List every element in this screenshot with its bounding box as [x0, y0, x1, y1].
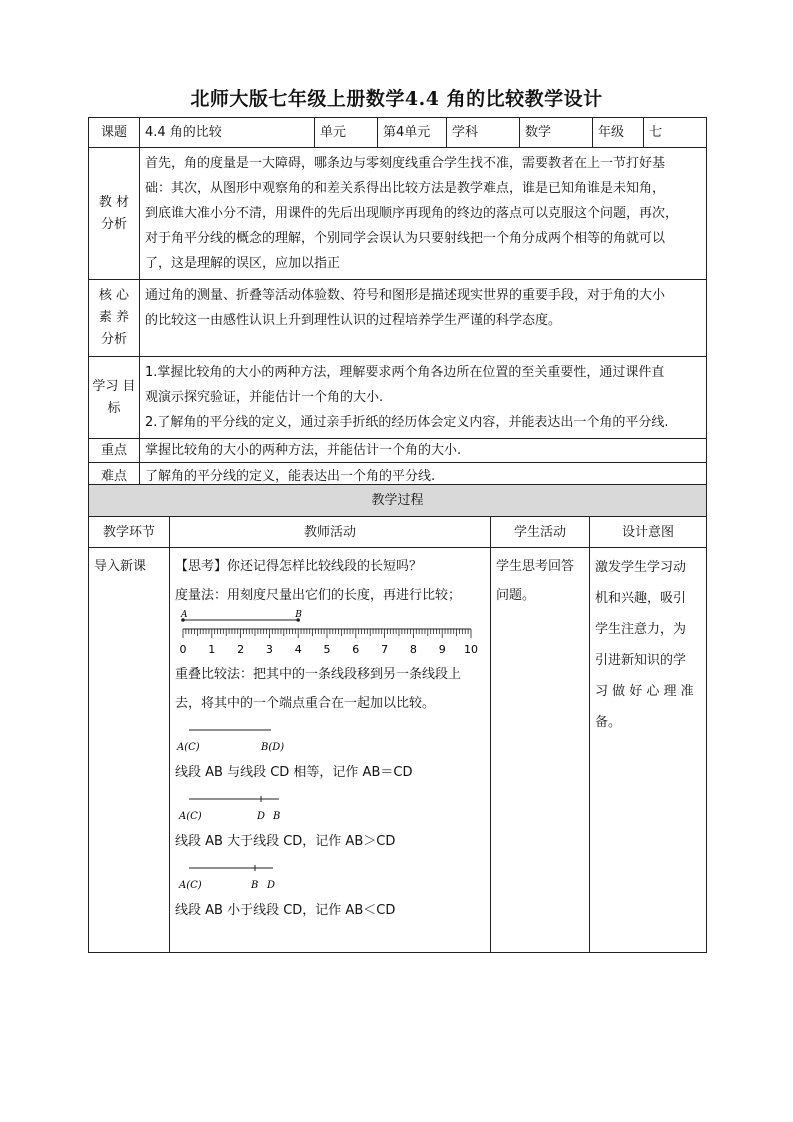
point-label: B(D) [261, 742, 285, 753]
goals-text [140, 357, 707, 439]
header-intent: 设计意图 [590, 517, 707, 548]
page-title: 北师大版七年级上册数学4.4 角的比较教学设计 [190, 88, 603, 110]
process-row [89, 548, 707, 953]
key-point-row [89, 439, 707, 463]
case-less: 线段 AB 小于线段 CD，记作 AB＜CD [175, 903, 396, 918]
stage-cell: 导入新课 [89, 548, 170, 953]
difficulty-text: 了解角的平分线的定义，能表达出一个角的平分线. [140, 463, 707, 491]
design-intent-cell [590, 548, 707, 953]
point-label: D [257, 811, 266, 822]
point-a-label: A [181, 610, 188, 620]
segment-figure-less [175, 856, 475, 896]
ruler-tick-label: 3 [265, 643, 273, 656]
ruler-tick-label: 8 [409, 643, 417, 656]
case-equal: 线段 AB 与线段 CD 相等，记作 AB＝CD [175, 765, 413, 780]
analysis-label: 教 材 分析 [89, 148, 140, 280]
intent-line: 习 做 好 心 理 准 [595, 684, 694, 699]
student-line: 学生思考回答 [496, 559, 575, 574]
ruler-tick-label: 9 [438, 643, 446, 656]
ruler-tick-label: 7 [381, 643, 389, 656]
difficulty-label: 难点 [89, 463, 140, 491]
student-activity-cell [491, 548, 590, 953]
intent-line: 学生注意力，为 [595, 622, 687, 637]
measure-method: 度量法：用刻度尺量出它们的长度，再进行比较； [175, 588, 462, 603]
analysis-line: 首先，角的度量是一大障碍，哪条边与零刻度线重合学生找不准，需要教者在上一节打好基 [145, 156, 666, 171]
point-label: D [267, 880, 276, 891]
key-point-text: 掌握比较角的大小的两种方法，并能估计一个角的大小. [140, 439, 707, 463]
point-label: A(C) [177, 742, 200, 753]
segment-figure-greater [175, 787, 475, 827]
literacy-text [140, 280, 707, 357]
overlap-method-line1: 重叠比较法：把其中的一条线段移到另一条线段上 [175, 667, 462, 682]
point-label: A(C) [179, 880, 202, 891]
ruler-figure [175, 610, 478, 660]
intent-line: 激发学生学习动 [595, 560, 687, 575]
think-prompt: 【思考】你还记得怎样比较线段的长短吗？ [175, 559, 423, 574]
key-point-label: 重点 [89, 439, 140, 463]
unit-value: 第4单元 [378, 118, 447, 148]
process-table [88, 516, 707, 953]
topic-value: 4.4 角的比较 [140, 118, 315, 148]
literacy-line: 的比较这一由感性认识上升到理性认识的过程培养学生严谨的科学态度。 [145, 313, 562, 328]
ruler [180, 610, 479, 656]
segment-figure-equal [175, 718, 475, 758]
goals-line: 1.掌握比较角的大小的两种方法，理解要求两个角各边所在位置的至关重要性，通过课件直 [145, 365, 665, 380]
analysis-line: 了，这是理解的误区，应加以指正 [145, 256, 341, 271]
teacher-activity-cell [170, 548, 491, 953]
subject-value: 数学 [520, 118, 593, 148]
info-row [89, 118, 707, 148]
ruler-tick-label: 0 [179, 643, 187, 656]
ruler-tick-label: 6 [352, 643, 360, 656]
point-label: B [251, 880, 259, 891]
analysis-row [89, 148, 707, 280]
literacy-label: 核 心 素 养 分析 [89, 280, 140, 357]
topic-label: 课题 [89, 118, 140, 148]
point-b-label: B [295, 610, 302, 620]
point-label: B [273, 811, 281, 822]
student-line: 问题。 [496, 588, 536, 603]
lesson-info-table [88, 117, 707, 491]
ruler-tick-label: 1 [208, 643, 216, 656]
analysis-line: 础：其次，从图形中观察角的和差关系得出比较方法是教学难点，谁是已知角谁是未知角， [145, 181, 666, 196]
header-teacher: 教师活动 [170, 517, 491, 548]
process-title: 教学过程 [88, 484, 707, 516]
grade-label: 年级 [593, 118, 644, 148]
analysis-line: 对于角平分线的概念的理解，个别同学会误认为只要射线把一个角分成两个相等的角就可以 [145, 231, 666, 246]
ruler-tick-label: 10 [464, 643, 478, 656]
analysis-text [140, 148, 707, 280]
intent-line: 机和兴趣，吸引 [595, 591, 687, 606]
ruler-tick-label: 4 [294, 643, 302, 656]
literacy-row [89, 280, 707, 357]
header-stage: 教学环节 [89, 517, 170, 548]
literacy-line: 通过角的测量、折叠等活动体验数、符号和图形是描述现实世界的重要手段，对于角的大小 [145, 288, 666, 303]
ruler-tick-label: 5 [323, 643, 331, 656]
goals-row [89, 357, 707, 439]
goals-line: 观演示探究验证，并能估计一个角的大小. [145, 390, 384, 405]
ruler-tick-label: 2 [237, 643, 245, 656]
case-greater: 线段 AB 大于线段 CD，记作 AB＞CD [175, 834, 396, 849]
goals-label: 学习 目标 [89, 357, 140, 439]
intent-line: 备。 [595, 715, 622, 730]
point-label: A(C) [179, 811, 202, 822]
analysis-line: 到底谁大准小分不清，用课件的先后出现顺序再现角的终边的落点可以克服这个问题，再次， [145, 206, 679, 221]
overlap-method-line2: 去，将其中的一个端点重合在一起加以比较。 [175, 696, 436, 711]
goals-line: 2.了解角的平分线的定义，通过亲手折纸的经历体会定义内容，并能表达出一个角的平分线. [145, 415, 669, 430]
subject-label: 学科 [447, 118, 520, 148]
intent-line: 引进新知识的学 [595, 653, 687, 668]
process-header-row [89, 517, 707, 548]
unit-label: 单元 [315, 118, 378, 148]
grade-value: 七 [644, 118, 707, 148]
header-student: 学生活动 [491, 517, 590, 548]
